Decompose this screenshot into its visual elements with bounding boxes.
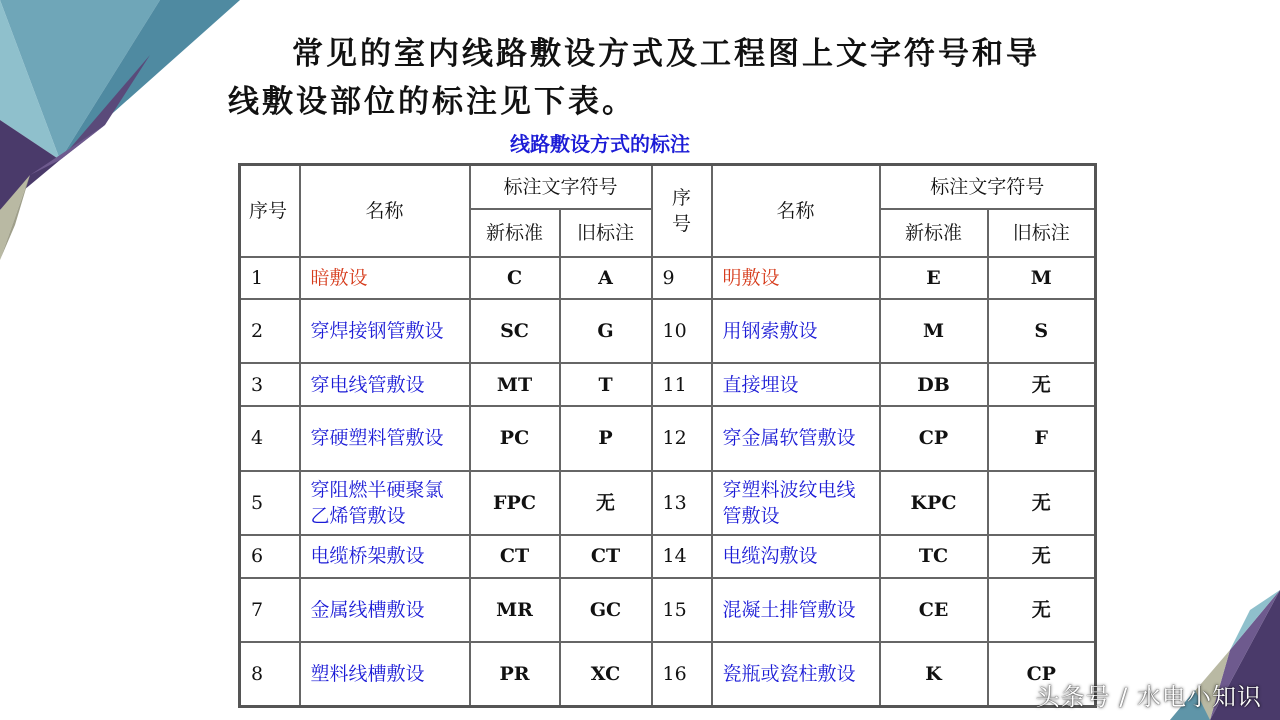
row-old-code: 无 bbox=[988, 535, 1096, 578]
row-no: 6 bbox=[240, 535, 300, 578]
row-new-code: C bbox=[470, 257, 560, 299]
header-seq-right: 序号 bbox=[652, 165, 712, 257]
row-no: 4 bbox=[240, 406, 300, 470]
table-title: 线路敷设方式的标注 bbox=[510, 132, 690, 156]
row-no: 10 bbox=[652, 299, 712, 363]
row-no: 16 bbox=[652, 642, 712, 706]
row-no: 2 bbox=[240, 299, 300, 363]
row-no: 1 bbox=[240, 257, 300, 299]
row-new-code: PR bbox=[470, 642, 560, 706]
row-name: 电缆桥架敷设 bbox=[300, 535, 470, 578]
row-no: 5 bbox=[240, 471, 300, 535]
table-row bbox=[240, 257, 1096, 299]
row-new-code: FPC bbox=[470, 471, 560, 535]
row-old-code: 无 bbox=[988, 363, 1096, 406]
watermark-text: 头条号 / 水电小知识 bbox=[1035, 683, 1262, 711]
row-old-code: G bbox=[560, 299, 652, 363]
row-old-code: XC bbox=[560, 642, 652, 706]
row-new-code: MT bbox=[470, 363, 560, 406]
row-new-code: K bbox=[880, 642, 988, 706]
row-old-code: A bbox=[560, 257, 652, 299]
table-row bbox=[240, 363, 1096, 406]
row-no: 14 bbox=[652, 535, 712, 578]
header-new-left: 新标准 bbox=[470, 209, 560, 257]
row-name: 直接埋设 bbox=[712, 363, 880, 406]
row-new-code: DB bbox=[880, 363, 988, 406]
row-new-code: E bbox=[880, 257, 988, 299]
row-name: 金属线槽敷设 bbox=[300, 578, 470, 642]
row-name: 明敷设 bbox=[712, 257, 880, 299]
row-no: 8 bbox=[240, 642, 300, 706]
intro-line-2: 线敷设部位的标注见下表。 bbox=[228, 84, 636, 120]
header-new-right: 新标准 bbox=[880, 209, 988, 257]
row-name: 穿塑料波纹电线管敷设 bbox=[712, 471, 880, 535]
row-name: 穿阻燃半硬聚氯乙烯管敷设 bbox=[300, 471, 470, 535]
table-row bbox=[240, 406, 1096, 470]
row-old-code: 无 bbox=[988, 471, 1096, 535]
row-new-code: M bbox=[880, 299, 988, 363]
row-name: 塑料线槽敷设 bbox=[300, 642, 470, 706]
intro-paragraph bbox=[228, 30, 1128, 126]
top-left-decoration bbox=[0, 0, 240, 300]
wiring-method-table bbox=[238, 163, 1097, 708]
row-new-code: CT bbox=[470, 535, 560, 578]
row-no: 3 bbox=[240, 363, 300, 406]
row-no: 13 bbox=[652, 471, 712, 535]
table-row bbox=[240, 299, 1096, 363]
row-name: 电缆沟敷设 bbox=[712, 535, 880, 578]
row-old-code: T bbox=[560, 363, 652, 406]
row-new-code: MR bbox=[470, 578, 560, 642]
row-new-code: TC bbox=[880, 535, 988, 578]
row-name: 穿硬塑料管敷设 bbox=[300, 406, 470, 470]
header-seq-left: 序号 bbox=[240, 165, 300, 257]
header-symbol-right: 标注文字符号 bbox=[880, 165, 1096, 209]
table-row bbox=[240, 535, 1096, 578]
header-name-left: 名称 bbox=[300, 165, 470, 257]
row-old-code: CP bbox=[988, 642, 1096, 706]
row-old-code: F bbox=[988, 406, 1096, 470]
row-no: 12 bbox=[652, 406, 712, 470]
intro-line-1: 常见的室内线路敷设方式及工程图上文字符号和导 bbox=[292, 36, 1040, 72]
row-no: 9 bbox=[652, 257, 712, 299]
row-name: 穿焊接钢管敷设 bbox=[300, 299, 470, 363]
row-old-code: S bbox=[988, 299, 1096, 363]
row-old-code: M bbox=[988, 257, 1096, 299]
table-row bbox=[240, 578, 1096, 642]
row-no: 7 bbox=[240, 578, 300, 642]
table-row bbox=[240, 471, 1096, 535]
row-name: 穿金属软管敷设 bbox=[712, 406, 880, 470]
row-name: 穿电线管敷设 bbox=[300, 363, 470, 406]
row-name: 瓷瓶或瓷柱敷设 bbox=[712, 642, 880, 706]
header-old-left: 旧标注 bbox=[560, 209, 652, 257]
row-no: 15 bbox=[652, 578, 712, 642]
row-old-code: P bbox=[560, 406, 652, 470]
row-new-code: CP bbox=[880, 406, 988, 470]
row-new-code: CE bbox=[880, 578, 988, 642]
header-name-right: 名称 bbox=[712, 165, 880, 257]
table-row bbox=[240, 642, 1096, 706]
row-new-code: PC bbox=[470, 406, 560, 470]
row-no: 11 bbox=[652, 363, 712, 406]
header-old-right: 旧标注 bbox=[988, 209, 1096, 257]
row-old-code: 无 bbox=[988, 578, 1096, 642]
row-name: 混凝土排管敷设 bbox=[712, 578, 880, 642]
row-new-code: KPC bbox=[880, 471, 988, 535]
row-new-code: SC bbox=[470, 299, 560, 363]
header-symbol-left: 标注文字符号 bbox=[470, 165, 652, 209]
row-name: 暗敷设 bbox=[300, 257, 470, 299]
row-old-code: CT bbox=[560, 535, 652, 578]
row-old-code: GC bbox=[560, 578, 652, 642]
row-old-code: 无 bbox=[560, 471, 652, 535]
row-name: 用钢索敷设 bbox=[712, 299, 880, 363]
